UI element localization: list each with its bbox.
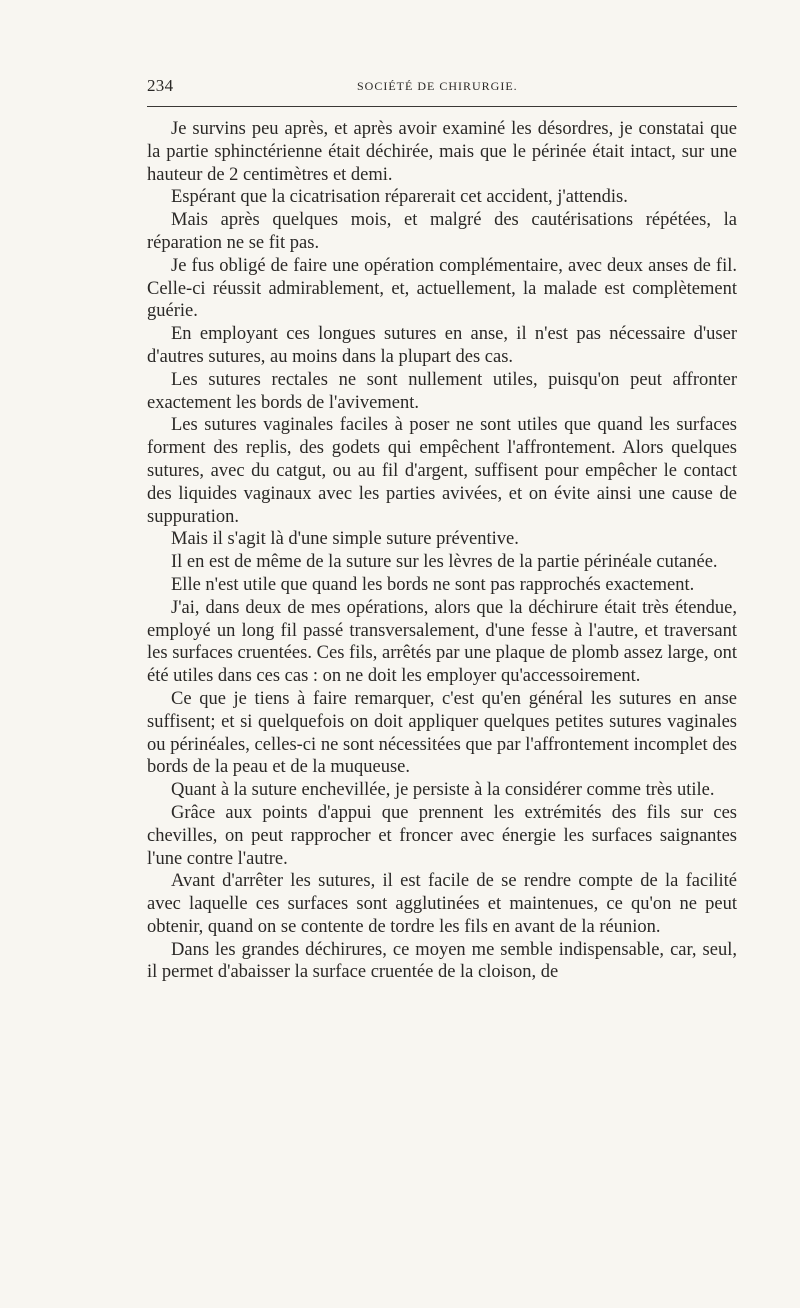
paragraph: Grâce aux points d'appui que prennent les extrémités des fils sur ces chevilles, on peut rapprocher et froncer avec énergie les surfaces saignantes l'une contre l'autre. bbox=[147, 802, 737, 869]
paragraph: Mais après quelques mois, et malgré des cautérisations répétées, la réparation ne se fit pas. bbox=[147, 210, 737, 253]
paragraph: Mais il s'agit là d'une simple suture préventive. bbox=[171, 529, 519, 550]
paragraph: Je survins peu après, et après avoir examiné les désordres, je constatai que la partie sphinctérienne était déchirée, mais que le périnée était intact, sur une hauteur de 2 centimètres et demi. bbox=[147, 119, 737, 185]
paragraph: Dans les grandes déchirures, ce moyen me semble indispensable, car, seul, il permet d'abaisser la surface cruentée de la cloison, de bbox=[147, 939, 737, 983]
paragraph: Les sutures rectales ne sont nullement utiles, puisqu'on peut affronter exactement les bords de l'avivement. bbox=[147, 369, 737, 413]
paragraph: En employant ces longues sutures en anse, il n'est pas nécessaire d'user d'autres sutures, au moins dans la plupart des cas. bbox=[147, 324, 737, 367]
paragraph: Elle n'est utile que quand les bords ne sont pas rapprochés exactement. bbox=[171, 574, 695, 595]
paragraph: Espérant que la cicatrisation réparerait cet accident, j'attendis. bbox=[171, 187, 628, 208]
paragraph: Ce que je tiens à faire remarquer, c'est qu'en général les sutures en anse suffisent; et si quelquefois on doit appliquer quelques petites sutures vaginales ou périnéales, celles-ci ne sont nécessitées que par l'affrontement incomplet des bords de la peau et de la muqueuse. bbox=[147, 688, 737, 778]
paragraph: Il en est de même de la suture sur les lèvres de la partie périnéale cutanée. bbox=[171, 552, 718, 573]
header-rule bbox=[147, 106, 737, 107]
paragraph: Quant à la suture enchevillée, je persiste à la considérer comme très utile. bbox=[171, 780, 715, 801]
running-head bbox=[147, 76, 737, 100]
paragraph: J'ai, dans deux de mes opérations, alors que la déchirure était très étendue, employé un long fil passé transversalement, d'une fesse à l'autre, et traversant les surfaces cruentées. Ces fils, arrêtés par une plaque de plomb assez large, ont été utiles dans ces cas : on ne doit les employer qu'accessoirement. bbox=[147, 597, 737, 687]
body-text bbox=[147, 118, 737, 984]
page-number: 234 bbox=[147, 76, 174, 95]
paragraph: Avant d'arrêter les sutures, il est facile de se rendre compte de la facilité avec laquelle ces surfaces sont agglutinées et maintenues, ce qu'on ne peut obtenir, quand on se contente de tordre les fils en avant de la réunion. bbox=[147, 871, 737, 937]
paragraph: Je fus obligé de faire une opération complémentaire, avec deux anses de fil. Celle-ci réussit admirablement, et, actuellement, la malade est complètement guérie. bbox=[147, 255, 737, 322]
running-title: SOCIÉTÉ DE CHIRURGIE. bbox=[357, 79, 518, 93]
paragraph: Les sutures vaginales faciles à poser ne sont utiles que quand les surfaces forment des replis, des godets qui empêchent l'affrontement. Alors quelques sutures, avec du catgut, ou au fil d'argent, suffisent pour empêcher le contact des liquides vaginaux avec les parties avivées, et on évite ainsi une cause de suppuration. bbox=[147, 415, 737, 527]
